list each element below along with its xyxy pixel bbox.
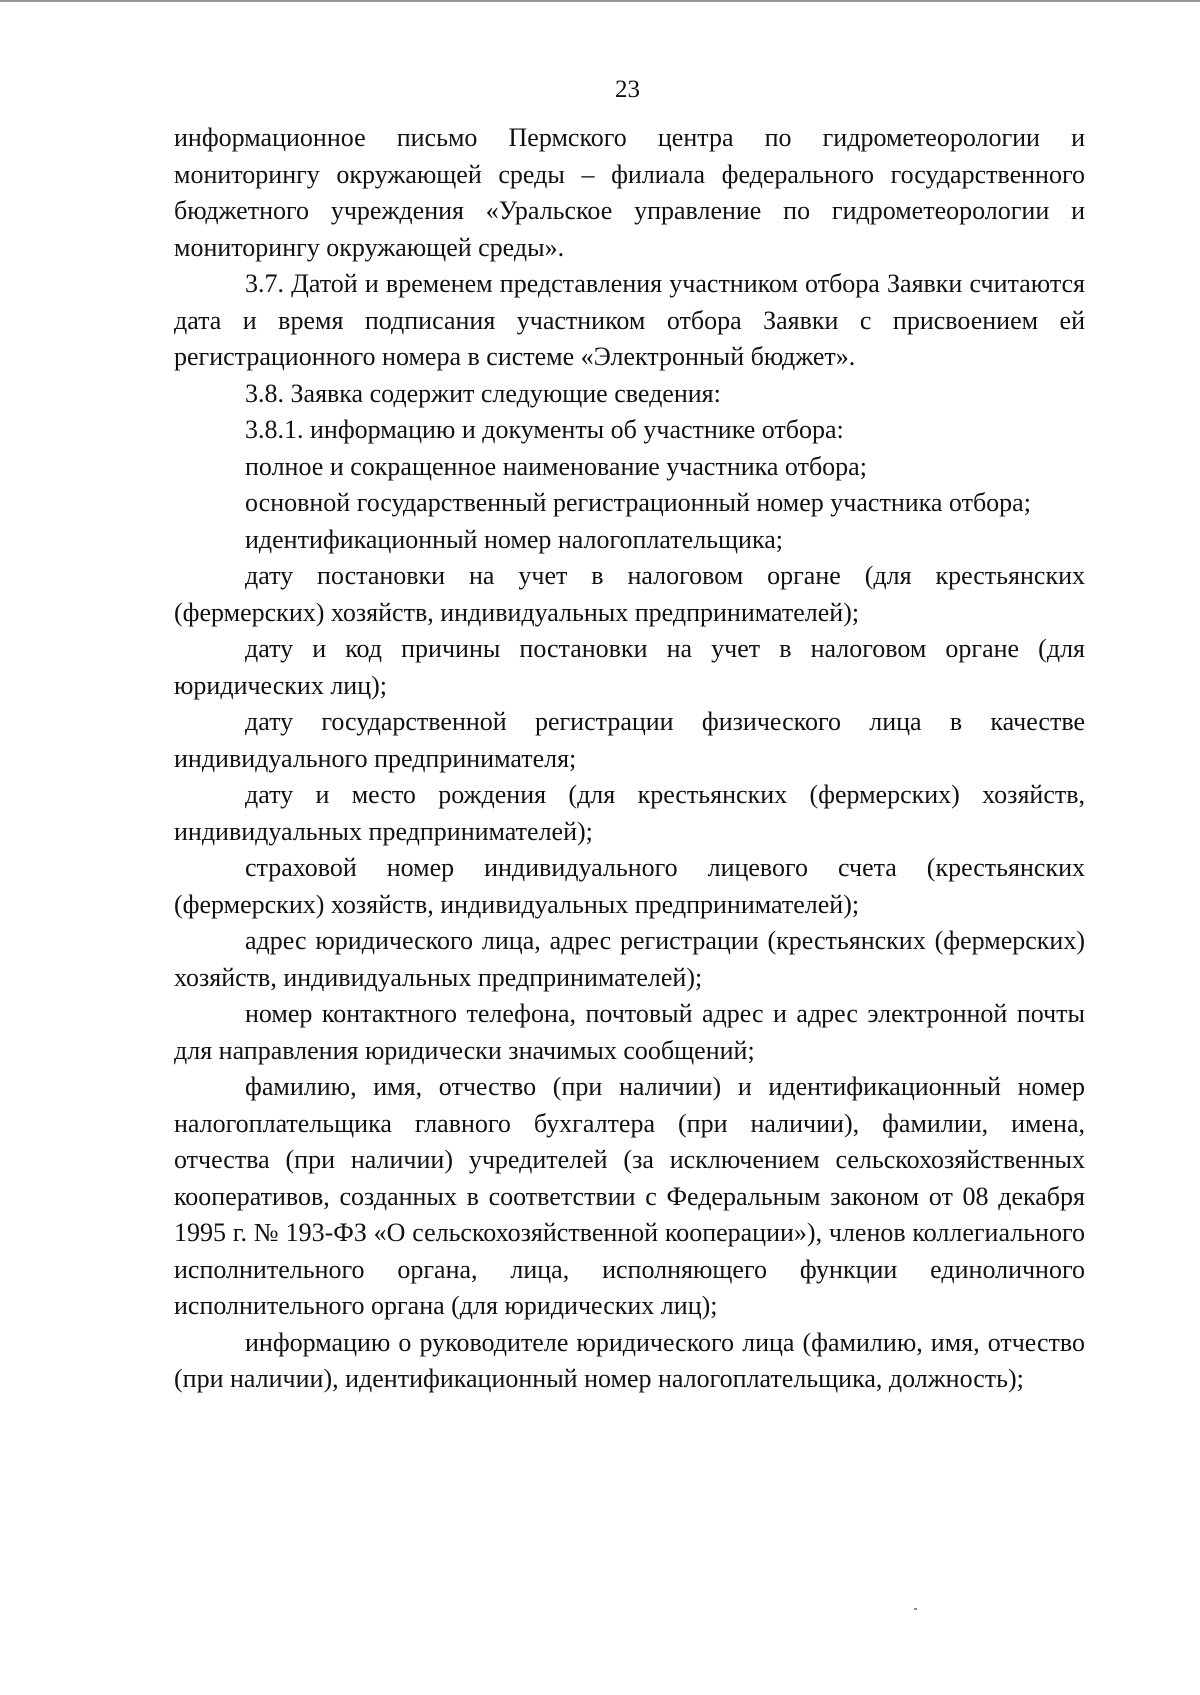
list-item: страховой номер индивидуального лицевого счета (крестьянских (фермерских) хозяйств, индивидуальных предпринимателей); bbox=[174, 853, 1085, 919]
list-item: дату и код причины постановки на учет в налоговом органе (для юридических лиц); bbox=[174, 634, 1085, 700]
page-number: 23 bbox=[615, 76, 640, 103]
page-top-edge bbox=[0, 0, 1200, 2]
list-item: информацию о руководителе юридического лица (фамилию, имя, отчество (при наличии), идентификационный номер налогоплательщика, должность); bbox=[174, 1327, 1085, 1393]
list-item: идентификационный номер налогоплательщика; bbox=[245, 524, 783, 554]
paragraph-continuation: информационное письмо Пермского центра по гидрометеорологии и мониторингу окружающей среды – филиала федерального государственного бюджетного учреждения «Уральское управление по гидрометеорологии и мониторингу окружающей среды». bbox=[174, 123, 1085, 262]
list-item: дату постановки на учет в налоговом органе (для крестьянских (фермерских) хозяйств, индивидуальных предпринимателей); bbox=[174, 561, 1085, 627]
list-item: номер контактного телефона, почтовый адрес и адрес электронной почты для направления юридически значимых сообщений; bbox=[174, 999, 1085, 1065]
scan-speck bbox=[914, 1608, 917, 1610]
paragraph-3-7: 3.7. Датой и временем представления участником отбора Заявки считаются дата и время подписания участником отбора Заявки с присвоением ей регистрационного номера в системе «Электронный бюджет». bbox=[174, 269, 1085, 371]
list-item: адрес юридического лица, адрес регистрации (крестьянских (фермерских) хозяйств, индивидуальных предпринимателей); bbox=[174, 926, 1085, 992]
paragraph-3-8: 3.8. Заявка содержит следующие сведения: bbox=[245, 378, 721, 408]
paragraph-3-8-1: 3.8.1. информацию и документы об участнике отбора: bbox=[245, 415, 844, 444]
list-item: дату государственной регистрации физического лица в качестве индивидуального предпринимателя; bbox=[174, 707, 1085, 773]
document-body bbox=[174, 120, 1085, 1398]
list-item: полное и сокращенное наименование участника отбора; bbox=[245, 451, 867, 481]
list-item: фамилию, имя, отчество (при наличии) и идентификационный номер налогоплательщика главного бухгалтера (при наличии), фамилии, имена, отчества (при наличии) учредителей (за исключением сельскохозяйственных кооперативов, созданных в соответствии с Федеральным законом от 08 декабря 1995 г. № 193-ФЗ «О сельскохозяйственной кооперации»), членов коллегиального исполнительного органа, лица, исполняющего функции единоличного исполнительного органа (для юридических лиц); bbox=[174, 1072, 1085, 1320]
list-item: дату и место рождения (для крестьянских (фермерских) хозяйств, индивидуальных предпринимателей); bbox=[174, 780, 1085, 846]
list-item: основной государственный регистрационный номер участника отбора; bbox=[245, 488, 1031, 517]
